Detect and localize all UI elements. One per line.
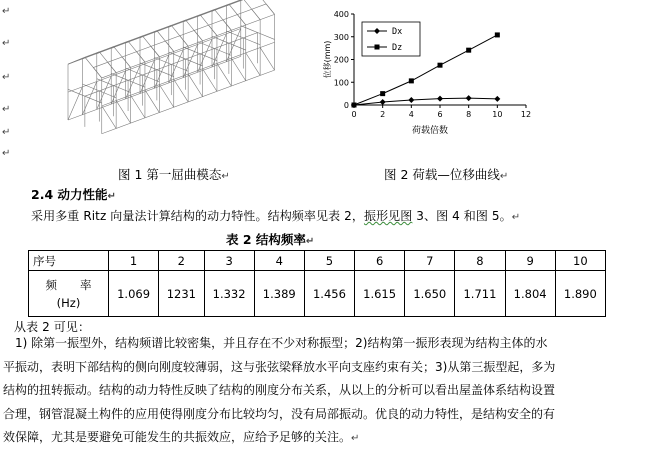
chart-legend <box>362 22 420 56</box>
table-cell: 1.389 <box>254 271 304 317</box>
analysis-intro: 从表 2 可见： <box>14 320 91 334</box>
table-col-header: 4 <box>254 251 304 271</box>
data-point-dz <box>466 48 471 53</box>
legend-label-dz: Dz <box>392 43 403 53</box>
table-col-header: 8 <box>455 251 505 271</box>
paragraph-mark: ↵ <box>2 104 11 115</box>
data-point-dz <box>438 63 443 68</box>
x-tick-label: 2 <box>380 110 386 119</box>
table-cell: 1231 <box>159 271 204 317</box>
y-axis-label: 位移(mm) <box>323 40 332 79</box>
table-col-header: 10 <box>555 251 605 271</box>
figure2-chart <box>318 8 538 148</box>
table-cell: 1.711 <box>455 271 505 317</box>
paragraph-mark: ↵ <box>2 38 11 49</box>
x-tick-label: 8 <box>466 110 472 119</box>
legend-marker-dz <box>375 45 380 50</box>
data-point-dx <box>380 99 386 105</box>
paragraph-mark: ↵ <box>2 72 11 83</box>
table-value-label: 频 率 (Hz) <box>29 271 109 317</box>
table-row <box>29 271 606 317</box>
table-cell: 1.456 <box>304 271 354 317</box>
y-tick-label: 200 <box>333 55 349 65</box>
spellcheck-underline: 振形见图 <box>363 209 413 223</box>
x-axis-label: 荷载倍数 <box>411 126 449 136</box>
table-header-row <box>29 251 606 271</box>
analysis-line: 平振动，表明下部结构的侧向刚度较薄弱，这与张弦梁释放水平向支座约束有关；3)从第三振型起，多为 <box>3 359 556 374</box>
x-tick-label: 0 <box>351 110 357 119</box>
data-point-dz <box>409 78 414 83</box>
table-cell: 1.332 <box>204 271 254 317</box>
analysis-line: 效保障，尤其是要避免可能发生的共振效应，应给予足够的关注。↵ <box>3 430 360 444</box>
paragraph-mark: ↵ <box>2 148 11 159</box>
paragraph-mark: ↵ <box>2 127 11 138</box>
figure1-caption: 图 1 第一屈曲模态↵ <box>118 167 230 182</box>
data-point-dz <box>352 103 357 108</box>
table-title: 表 2 结构频率↵ <box>226 232 315 247</box>
series-line-dx <box>354 98 497 105</box>
table-col-header: 1 <box>109 251 159 271</box>
x-tick-label: 10 <box>492 110 503 119</box>
table-col-header: 6 <box>355 251 405 271</box>
truss-model-drawing <box>28 2 278 152</box>
table-col-header: 9 <box>505 251 555 271</box>
x-tick-label: 4 <box>408 110 414 119</box>
intro-paragraph: 采用多重 Ritz 向量法计算结构的动力特性。结构频率见表 2，振形见图 3、图 4 和图 5。↵ <box>31 209 521 223</box>
analysis-body <box>3 332 645 451</box>
data-point-dx <box>494 96 500 102</box>
data-point-dx <box>437 96 443 102</box>
table-cell: 1.650 <box>405 271 455 317</box>
paragraph-mark: ↵ <box>2 6 11 17</box>
data-point-dz <box>495 32 500 37</box>
legend-box <box>362 22 420 56</box>
data-point-dz <box>380 91 385 96</box>
figure1-image <box>28 2 278 152</box>
frequency-table <box>28 250 606 317</box>
y-tick-label: 0 <box>343 101 349 110</box>
x-tick-label: 6 <box>437 110 443 119</box>
table-header-label: 序号 <box>29 251 109 271</box>
y-tick-label: 300 <box>333 32 349 42</box>
section-heading: 2.4 动力性能↵ <box>31 187 116 202</box>
analysis-line: 1) 除第一振型外，结构频谱比较密集，并且存在不少对称振型；2)结构第一振形表现为结构主体的水 <box>15 336 548 350</box>
table-col-header: 5 <box>304 251 354 271</box>
y-tick-label: 100 <box>333 78 349 88</box>
load-displacement-chart <box>318 8 538 148</box>
figure2-caption: 图 2 荷载—位移曲线↵ <box>384 167 509 182</box>
table-cell: 1.890 <box>555 271 605 317</box>
analysis-line: 结构的扭转振动。结构的动力特性反映了结构的刚度分布关系，从以上的分析可以看出屋盖体系结构设置 <box>3 383 556 397</box>
y-tick-label: 400 <box>333 10 349 19</box>
analysis-line: 合理，钢管混凝土构件的应用使得刚度分布比较均匀，没有局部振动。优良的动力特性，是结构安全的有 <box>3 406 556 421</box>
table-col-header: 7 <box>405 251 455 271</box>
table-cell: 1.804 <box>505 271 555 317</box>
truss-frame <box>68 0 275 134</box>
table-cell: 1.615 <box>355 271 405 317</box>
table-col-header: 2 <box>159 251 204 271</box>
x-tick-label: 12 <box>520 110 532 119</box>
data-point-dx <box>408 97 414 103</box>
data-point-dx <box>466 95 472 101</box>
table-cell: 1.069 <box>109 271 159 317</box>
table-col-header: 3 <box>204 251 254 271</box>
legend-label-dx: Dx <box>392 27 403 37</box>
